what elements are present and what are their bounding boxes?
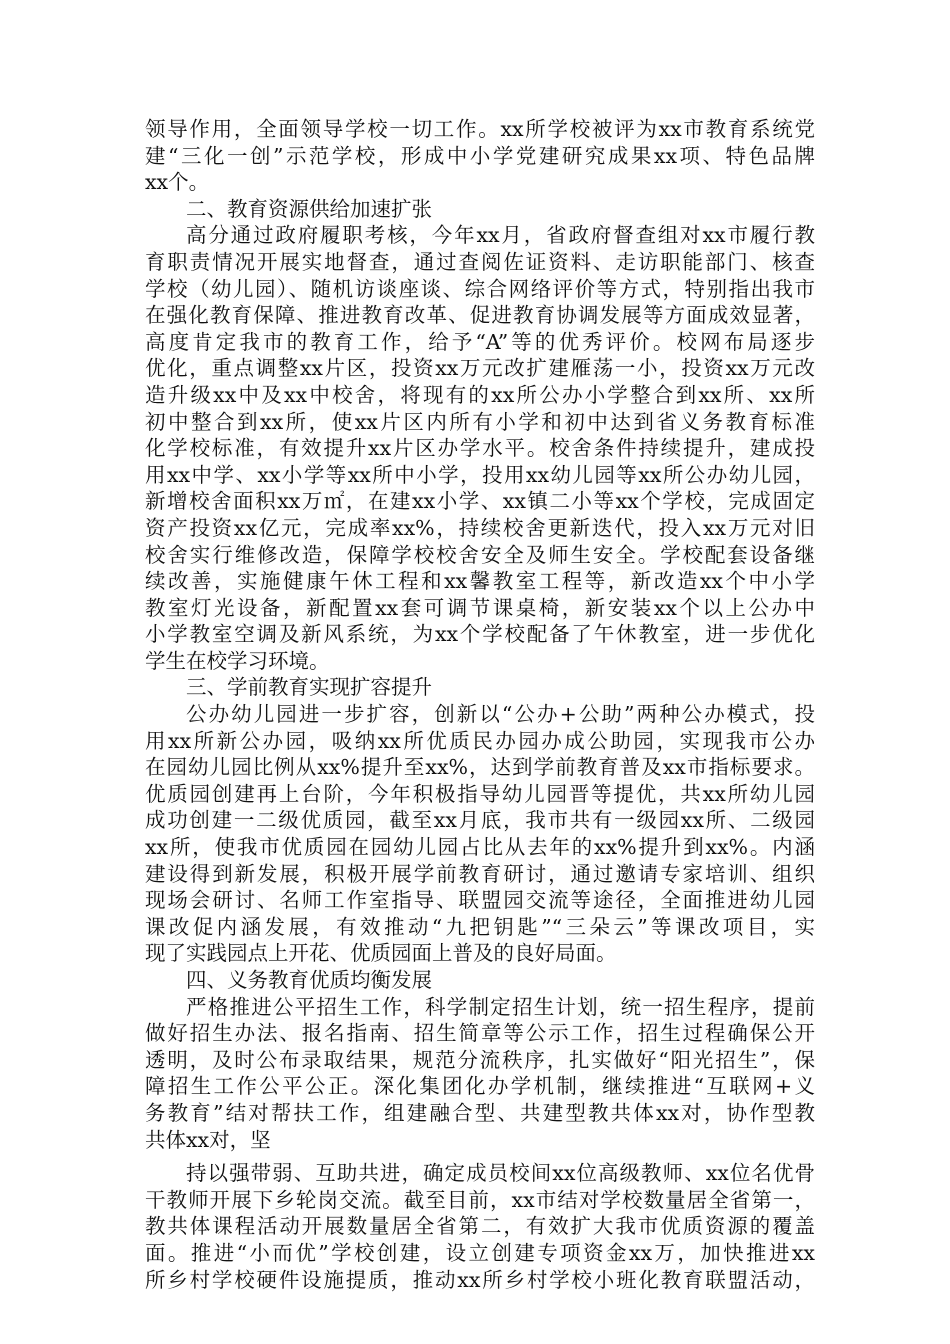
paragraph-line: 优质园创建再上台阶，今年积极指导幼儿园晋等提优，共xx所幼儿园 <box>145 781 815 806</box>
paragraph-line: 在园幼儿园比例从xx%提升至xx%，达到学前教育普及xx市指标要求。 <box>145 755 815 780</box>
paragraph-line: 透明，及时公布录取结果，规范分流秩序，扎实做好“阳光招生”，保 <box>145 1047 815 1072</box>
paragraph-line: 资产投资xx亿元，完成率xx%，持续校舍更新迭代，投入xx万元对旧 <box>145 515 815 540</box>
paragraph-line: 新增校舍面积xx万㎡，在建xx小学、xx镇二小等xx个学校，完成固定 <box>145 489 815 514</box>
paragraph-line: 教共体课程活动开展数量居全省第二，有效扩大我市优质资源的覆盖 <box>145 1214 815 1239</box>
paragraph-line: 优化，重点调整xx片区，投资xx万元改扩建雁荡一小，投资xx万元改 <box>145 356 815 381</box>
paragraph-line: 课改促内涵发展，有效推动“九把钥匙”“三朵云”等课改项目，实 <box>145 914 815 939</box>
section-heading: 四、义务教育优质均衡发展 <box>186 968 432 992</box>
paragraph-line: 领导作用，全面领导学校一切工作。xx所学校被评为xx市教育系统党 <box>145 117 815 141</box>
paragraph-line: 公办幼儿园进一步扩容，创新以“公办+公助”两种公办模式，投 <box>186 702 815 727</box>
section-heading: 三、学前教育实现扩容提升 <box>186 675 432 700</box>
paragraph-line: 面。推进“小而优”学校创建，设立创建专项资金xx万，加快推进xx <box>145 1240 815 1265</box>
paragraph-line: 严格推进公平招生工作，科学制定招生计划，统一招生程序，提前 <box>186 994 815 1019</box>
page-break-gap <box>145 1153 815 1160</box>
paragraph-line: 续改善，实施健康午休工程和xx馨教室工程等，新改造xx个中小学 <box>145 569 815 594</box>
section-heading: 二、教育资源供给加速扩张 <box>186 196 432 221</box>
paragraph-line: 育职责情况开展实地督查，通过查阅佐证资料、走访职能部门、核查 <box>145 249 815 274</box>
paragraph-line: 建设得到新发展，积极开展学前教育研讨，通过邀请专家培训、组织 <box>145 861 815 886</box>
paragraph-line: 持以强带弱、互助共进，确定成员校间xx位高级教师、xx位名优骨 <box>186 1161 815 1186</box>
paragraph-line: 高度肯定我市的教育工作，给予“A”等的优秀评价。校网布局逐步 <box>145 329 815 354</box>
paragraph-line: 用xx所新公办园，吸纳xx所优质民办园办成公助园，实现我市公办 <box>145 728 815 753</box>
paragraph-line: 化学校标准，有效提升xx片区办学水平。校舍条件持续提升，建成投 <box>145 436 815 461</box>
paragraph-line: 做好招生办法、报名指南、招生简章等公示工作，招生过程确保公开 <box>145 1021 815 1046</box>
paragraph-line: 现场会研讨、名师工作室指导、联盟园交流等途径，全面推进幼儿园 <box>145 888 815 913</box>
paragraph-line: 在强化教育保障、推进教育改革、促进教育协调发展等方面成效显著， <box>145 303 815 328</box>
document-page <box>145 116 815 1293</box>
paragraph-line: 建“三化一创”示范学校，形成中小学党建研究成果xx项、特色品牌 <box>145 143 815 168</box>
paragraph-line: 高分通过政府履职考核，今年xx月，省政府督查组对xx市履行教 <box>186 223 815 248</box>
paragraph-line: 初中整合到xx所，使xx片区内所有小学和初中达到省义务教育标准 <box>145 409 815 434</box>
paragraph-line: 校舍实行维修改造，保障学校校舍安全及师生安全。学校配套设备继 <box>145 542 815 567</box>
paragraph-line: 成功创建一二级优质园，截至xx月底，我市共有一级园xx所、二级园 <box>145 808 815 833</box>
paragraph-line: 造升级xx中及xx中校舍，将现有的xx所公办小学整合到xx所、xx所 <box>145 382 815 407</box>
paragraph-line: 干教师开展下乡轮岗交流。截至目前，xx市结对学校数量居全省第一， <box>145 1187 815 1212</box>
paragraph-line: 障招生工作公平公正。深化集团化办学机制，继续推进“互联网+义 <box>145 1074 815 1099</box>
paragraph-line: 学生在校学习环境。 <box>145 648 330 673</box>
paragraph-line: xx个。 <box>145 170 210 195</box>
paragraph-line: 务教育”结对帮扶工作，组建融合型、共建型教共体xx对，协作型教 <box>145 1100 815 1125</box>
paragraph-line: 小学教室空调及新风系统，为xx个学校配备了午休教室，进一步优化 <box>145 622 815 647</box>
paragraph-line: 所乡村学校硬件设施提质，推动xx所乡村学校小班化教育联盟活动， <box>145 1267 815 1292</box>
paragraph-line: 共体xx对，坚 <box>145 1127 271 1152</box>
paragraph-line: 用xx中学、xx小学等xx所中小学，投用xx幼儿园等xx所公办幼儿园， <box>145 462 815 487</box>
paragraph-line: xx所，使我市优质园在园幼儿园占比从去年的xx%提升到xx%。内涵 <box>145 835 815 860</box>
paragraph-line: 教室灯光设备，新配置xx套可调节课桌椅，新安装xx个以上公办中 <box>145 595 815 620</box>
paragraph-line: 现了实践园点上开花、优质园面上普及的良好局面。 <box>145 941 617 966</box>
paragraph-line: 学校（幼儿园）、随机访谈座谈、综合网络评价等方式，特别指出我市 <box>145 276 815 301</box>
